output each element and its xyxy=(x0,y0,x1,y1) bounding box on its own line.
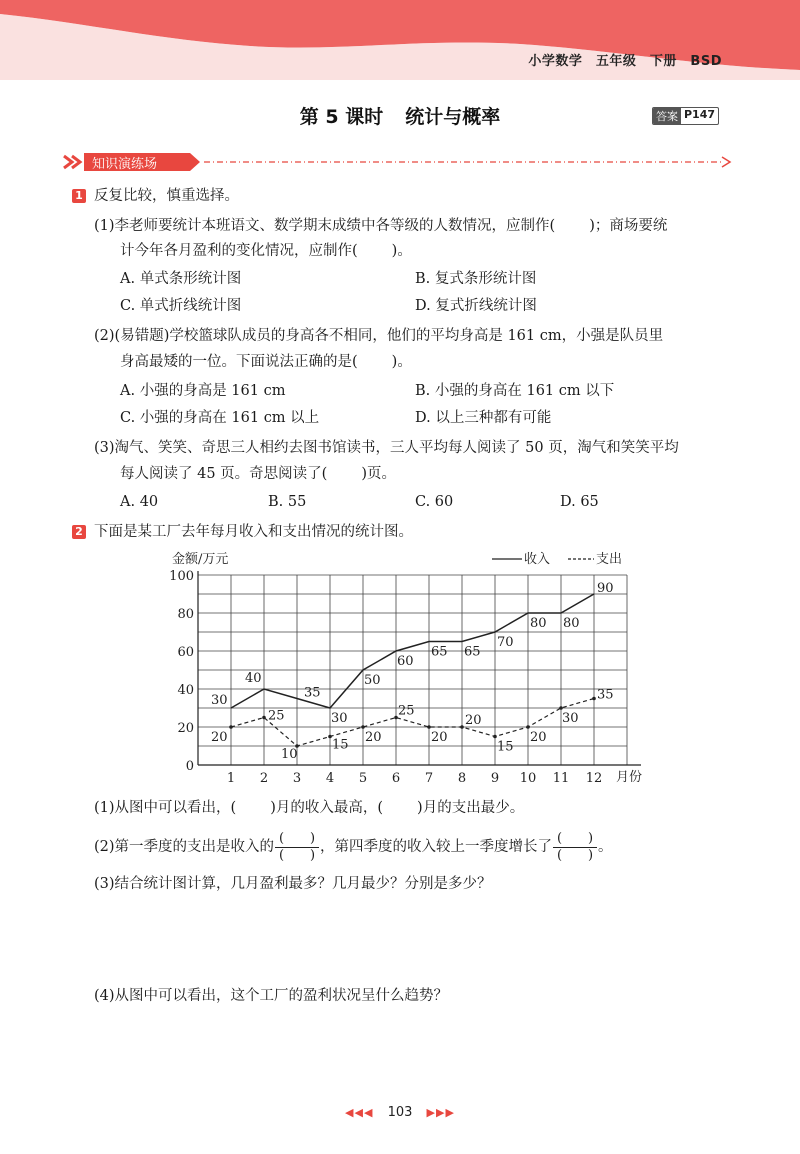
expense-data-label: 20 xyxy=(211,730,228,745)
expense-data-label: 35 xyxy=(597,687,614,703)
q1-part3-option-a: A. 40 xyxy=(120,494,159,510)
q2-sub2: (2)第一季度的支出是收入的 $\frac{( )}{( )}$ ，第四季度的收入较上一季度增长了 $\frac{( )}{( )}$ 。 xyxy=(94,830,613,863)
y-axis-label: 金额/万元 xyxy=(172,552,229,567)
expense-point xyxy=(361,725,365,729)
expense-data-label: 25 xyxy=(398,703,415,719)
x-tick-label: 12 xyxy=(585,771,603,786)
q2-sub1: (1)从图中可以看出，( )月的收入最高，( )月的支出最少。 xyxy=(94,800,525,816)
page-footer xyxy=(0,1105,800,1120)
income-data-label: 70 xyxy=(497,635,514,650)
q1-part2-line2: 身高最矮的一位。下面说法正确的是( )。 xyxy=(120,354,412,370)
expense-point xyxy=(526,725,530,729)
income-data-label: 50 xyxy=(364,673,381,688)
prev-arrows-icon: ◀◀◀ xyxy=(345,1106,374,1119)
expense-point xyxy=(460,725,464,729)
x-tick-label: 11 xyxy=(552,771,570,786)
q1-part3-option-d: D. 65 xyxy=(560,494,599,510)
expense-data-label: 20 xyxy=(530,730,547,745)
section-header-bar xyxy=(62,150,732,174)
expense-data-label: 20 xyxy=(365,730,382,745)
q1-part2-option-a: A. 小强的身高是 161 cm xyxy=(120,383,286,399)
section-label: 知识演练场 xyxy=(92,157,158,172)
q2-sub3: (3)结合统计图计算，几月盈利最多？几月最少？分别是多少？ xyxy=(94,876,492,892)
answer-tag-label: 答案 xyxy=(653,108,681,124)
q1-part2-option-d: D. 以上三种都有可能 xyxy=(415,410,552,426)
income-data-label: 30 xyxy=(331,711,348,726)
x-tick-label: 8 xyxy=(457,771,467,786)
q1-part1-option-b: B. 复式条形统计图 xyxy=(415,271,537,287)
expense-data-label: 15 xyxy=(332,737,349,753)
income-data-label: 40 xyxy=(245,671,262,686)
x-tick-label: 10 xyxy=(519,771,537,786)
x-tick-label: 6 xyxy=(391,771,401,786)
x-axis-label: 月份 xyxy=(616,770,643,785)
x-tick-label: 7 xyxy=(424,771,434,786)
income-data-label: 90 xyxy=(597,581,614,596)
q1-part2-option-c: C. 小强的身高在 161 cm 以上 xyxy=(120,410,320,426)
q1-part1-option-c: C. 单式折线统计图 xyxy=(120,298,242,314)
income-data-label: 80 xyxy=(530,616,547,631)
y-tick-label: 0 xyxy=(185,759,194,774)
x-tick-label: 3 xyxy=(292,771,302,786)
q2-sub4: (4)从图中可以看出，这个工厂的盈利状况呈什么趋势？ xyxy=(94,988,449,1004)
y-tick-label: 20 xyxy=(177,721,194,736)
expense-point xyxy=(592,697,596,701)
legend-expense-label: 支出 xyxy=(596,552,623,567)
q1-part1-line1: (1)李老师要统计本班语文、数学期末成绩中各等级的人数情况，应制作( )；商场要统 xyxy=(94,218,668,234)
y-tick-label: 40 xyxy=(177,683,194,698)
y-tick-label: 100 xyxy=(169,569,194,584)
expense-point xyxy=(559,706,563,710)
income-data-label: 65 xyxy=(464,644,481,660)
question-1-badge: 1 xyxy=(72,189,86,203)
q1-part1-line2: 计今年各月盈利的变化情况，应制作( )。 xyxy=(120,243,412,259)
expense-point xyxy=(262,716,266,720)
x-tick-label: 9 xyxy=(490,771,500,786)
question-2-title: 下面是某工厂去年每月收入和支出情况的统计图。 xyxy=(94,524,413,540)
q1-part2-option-b: B. 小强的身高在 161 cm 以下 xyxy=(415,383,615,399)
page-number: 103 xyxy=(387,1105,413,1120)
income-data-label: 60 xyxy=(397,654,414,669)
income-data-label: 65 xyxy=(431,644,448,660)
expense-point xyxy=(427,725,431,729)
q1-part1-option-d: D. 复式折线统计图 xyxy=(415,298,537,314)
income-data-label: 80 xyxy=(563,616,580,631)
lesson-name: 统计与概率 xyxy=(405,106,501,128)
expense-data-label: 20 xyxy=(465,713,482,728)
x-tick-label: 1 xyxy=(226,771,236,786)
expense-data-label: 25 xyxy=(268,708,285,724)
section-arrow-icon xyxy=(64,156,80,168)
x-tick-label: 5 xyxy=(358,771,368,786)
answer-reference xyxy=(652,107,719,125)
question-1-title: 反复比较，慎重选择。 xyxy=(94,188,239,204)
q1-part3-line2: 每人阅读了 45 页。奇思阅读了( )页。 xyxy=(120,466,396,482)
y-tick-label: 80 xyxy=(177,607,194,622)
fraction-blank-2: $\frac{( )}{( )}$ xyxy=(553,832,597,863)
expense-data-label: 20 xyxy=(431,730,448,745)
expense-point xyxy=(493,735,497,739)
expense-data-label: 15 xyxy=(497,739,514,755)
lesson-number: 第 5 课时 xyxy=(299,106,384,128)
fraction-blank-1: $\frac{( )}{( )}$ xyxy=(275,832,319,863)
x-tick-label: 4 xyxy=(325,771,335,786)
expense-data-label: 10 xyxy=(281,747,298,762)
question-2-badge: 2 xyxy=(72,525,86,539)
next-arrows-icon: ▶▶▶ xyxy=(426,1106,455,1119)
chart-legend xyxy=(492,551,622,567)
q1-part1-option-a: A. 单式条形统计图 xyxy=(120,271,242,287)
x-tick-label: 2 xyxy=(259,771,269,786)
income-data-label: 30 xyxy=(211,693,228,708)
q1-part2-line1: (2)(易错题)学校篮球队成员的身高各不相同，他们的平均身高是 161 cm，小强是队员里 xyxy=(94,328,664,344)
income-data-label: 35 xyxy=(304,685,321,701)
y-tick-label: 60 xyxy=(177,645,194,660)
expense-point xyxy=(229,725,233,729)
q1-part3-option-c: C. 60 xyxy=(415,494,454,510)
legend-income-label: 收入 xyxy=(524,552,551,567)
q1-part3-option-b: B. 55 xyxy=(268,494,307,510)
subject-label: 小学数学 五年级 下册 BSD xyxy=(528,54,722,69)
income-expense-line-chart xyxy=(150,545,670,790)
expense-data-label: 30 xyxy=(562,711,579,726)
answer-page: P147 xyxy=(684,108,716,121)
q1-part3-line1: (3)淘气、笑笑、奇思三人相约去图书馆读书，三人平均每人阅读了 50 页，淘气和笑笑平均 xyxy=(94,440,679,456)
